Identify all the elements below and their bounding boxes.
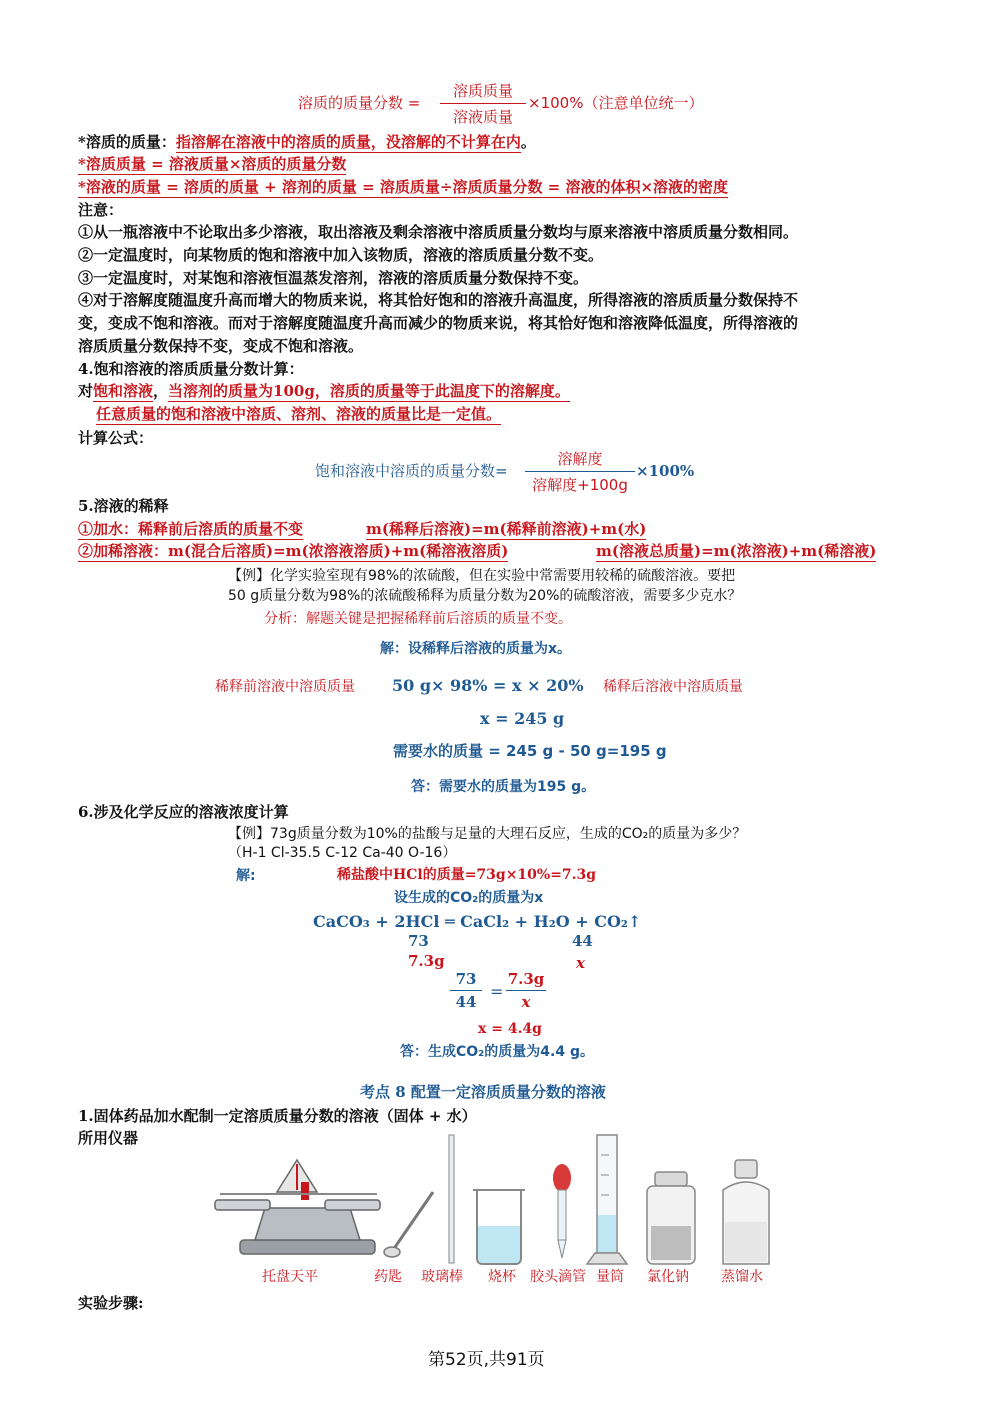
section-4-title: 4.饱和溶液的溶质质量分数计算： xyxy=(78,360,304,378)
point-1: ①从一瓶溶液中不论取出多少溶液，取出溶液及剩余溶液中溶质质量分数均与原来溶液中溶质质量分数相同。 xyxy=(78,223,799,241)
x-result: x = 4.4g xyxy=(478,1021,542,1037)
example-2-answer: 答：生成CO₂的质量为4.4 g。 xyxy=(400,1044,595,1060)
given-x: x xyxy=(576,954,585,972)
note-1-label: *溶质的质量： xyxy=(78,133,176,151)
s4-pre: 对 xyxy=(78,382,94,400)
formula1-rhs: ×100%（注意单位统一） xyxy=(528,94,704,112)
sat-formula-lhs: 饱和溶液中溶质的质量分数= xyxy=(315,462,508,480)
label-spoon: 药匙 xyxy=(374,1269,402,1285)
sat-formula-fraction xyxy=(525,448,635,495)
ratio-den-2: x xyxy=(521,993,531,1011)
formula1-den: 溶液质量 xyxy=(452,108,513,126)
spoon-icon xyxy=(384,1192,433,1257)
ratio-num-1: 73 xyxy=(455,970,477,988)
example-1-line-1: 【例】化学实验室现有98%的浓硫酸，但在实验中常需要用较稀的硫酸溶液。要把 xyxy=(228,568,736,584)
dilution-way-2b: m(溶液总质量)=m(浓溶液)+m(稀溶液) xyxy=(596,542,877,560)
point-4a: ④对于溶解度随温度升高而增大的物质来说，将其恰好饱和的溶液升高温度，所得溶液的溶质质量分数保持不 xyxy=(78,291,799,309)
s4-sep: ， xyxy=(153,382,169,400)
note-1-end: 。 xyxy=(520,133,536,151)
ratio-right xyxy=(506,970,546,1011)
point-4b: 变，变成不饱和溶液。而对于溶解度随温度升高而减少的物质来说，将其恰好饱和溶液降低温度，所得溶液的 xyxy=(78,314,799,332)
label-dropper: 胶头滴管 xyxy=(530,1269,586,1285)
instruments-label: 所用仪器 xyxy=(78,1129,139,1147)
section-5-title: 5.溶液的稀释 xyxy=(78,497,169,515)
section-4-line-2: 任意质量的饱和溶液中溶质、溶剂、溶液的质量比是一定值。 xyxy=(96,405,502,423)
molar-73: 73 xyxy=(408,932,429,950)
formula1-lhs: 溶质的质量分数 = xyxy=(298,94,421,112)
label-glass-rod: 玻璃棒 xyxy=(421,1269,463,1285)
section-6-title: 6.涉及化学反应的溶液浓度计算 xyxy=(78,803,289,821)
note-1-text: 指溶解在溶液中的溶质的质量，没溶解的不计算在内 xyxy=(175,133,521,151)
lab-instruments-illustration xyxy=(205,1130,785,1270)
example-2-line-1: 【例】73g质量分数为10%的盐酸与足量的大理石反应，生成的CO₂的质量为多少？ xyxy=(228,826,747,842)
hcl-mass: 稀盐酸中HCl的质量=73g×10%=7.3g xyxy=(337,867,597,883)
molar-44: 44 xyxy=(572,932,593,950)
label-beaker: 烧杯 xyxy=(488,1269,516,1285)
section-7-title: 1.固体药品加水配制一定溶质质量分数的溶液（固体 + 水） xyxy=(78,1107,477,1125)
label-cylinder: 量筒 xyxy=(596,1269,624,1285)
label-after: 稀释后溶液中溶质质量 xyxy=(603,679,743,695)
set-co2: 设生成的CO₂的质量为x xyxy=(394,890,544,906)
s4-rule: 当溶剂的质量为100g，溶质的质量等于此温度下的溶解度。 xyxy=(168,382,570,400)
sat-formula-den: 溶解度+100g xyxy=(532,476,628,494)
label-balance: 托盘天平 xyxy=(262,1269,318,1285)
ratio-num-2: 7.3g xyxy=(507,970,545,988)
example-1-line-2: 50 g质量分数为98%的浓硫酸稀释为质量分数为20%的硫酸溶液，需要多少克水？ xyxy=(228,588,742,604)
point-2: ②一定温度时，向某物质的饱和溶液中加入该物质，溶液的溶质质量分数不变。 xyxy=(78,246,604,264)
dilution-way-1a: ①加水：稀释前后溶质的质量不变 xyxy=(78,520,304,538)
note-2: *溶质质量 = 溶液质量×溶质的质量分数 xyxy=(78,155,347,173)
dilution-way-2a: ②加稀溶液：m(混合后溶质)=m(浓溶液溶质)+m(稀溶液溶质) xyxy=(78,542,509,560)
label-nacl: 氯化钠 xyxy=(647,1269,689,1285)
balance-icon xyxy=(215,1160,380,1254)
section-4-line-1 xyxy=(78,381,570,401)
water-mass: 需要水的质量 = 245 g - 50 g=195 g xyxy=(393,742,667,760)
topic-8-heading: 考点 8 配置一定溶质质量分数的溶液 xyxy=(360,1083,606,1101)
x-value: x = 245 g xyxy=(480,709,565,728)
label-water: 蒸馏水 xyxy=(721,1269,763,1285)
formula1-num: 溶质质量 xyxy=(452,82,513,100)
jie-label: 解: xyxy=(236,868,256,884)
example-1-analysis: 分析：解题关键是把握稀释前后溶质的质量不变。 xyxy=(264,611,572,627)
given-7-3g: 7.3g xyxy=(408,952,445,970)
example-2-line-2: （H-1 Cl-35.5 C-12 Ca-40 O-16） xyxy=(228,845,457,861)
point-4c: 溶质质量分数保持不变，变成不饱和溶液。 xyxy=(78,337,364,355)
label-before: 稀释前溶液中溶质质量 xyxy=(215,679,355,695)
dropper-icon xyxy=(553,1164,571,1258)
dilution-equation: 50 g× 98% = x × 20% xyxy=(392,676,584,695)
page-footer: 第52页,共91页 xyxy=(428,1350,545,1370)
glass-rod-icon xyxy=(449,1135,454,1263)
dilution-way-1b: m(稀释后溶液)=m(稀释前溶液)+m(水) xyxy=(366,520,647,538)
note-1 xyxy=(78,132,536,152)
note-3: *溶液的质量 = 溶质的质量 + 溶剂的质量 = 溶质质量÷溶质质量分数 = 溶液的体积×溶液的密度 xyxy=(78,178,729,196)
s4-saturated: 饱和溶液 xyxy=(93,382,154,400)
example-1-answer: 答：需要水的质量为195 g。 xyxy=(411,779,596,795)
calc-formula-label: 计算公式： xyxy=(78,429,154,447)
point-3: ③一定温度时，对某饱和溶液恒温蒸发溶剂，溶液的溶质质量分数保持不变。 xyxy=(78,269,589,287)
distilled-water-bottle-icon xyxy=(723,1160,769,1264)
ratio-equals: = xyxy=(490,982,504,1001)
ratio-left xyxy=(450,970,482,1011)
attention-heading: 注意： xyxy=(78,201,124,219)
measuring-cylinder-icon xyxy=(587,1135,627,1264)
sat-formula-num: 溶解度 xyxy=(557,450,603,468)
sodium-chloride-jar-icon xyxy=(647,1172,695,1264)
sat-formula-rhs: ×100% xyxy=(636,462,695,480)
example-1-solution: 解：设稀释后溶液的质量为x。 xyxy=(380,641,572,657)
ratio-den-1: 44 xyxy=(455,993,477,1011)
reaction-equation: CaCO₃ + 2HCl ═ CaCl₂ + H₂O + CO₂↑ xyxy=(313,912,642,931)
beaker-icon xyxy=(473,1190,525,1264)
formula1-fraction xyxy=(440,80,526,127)
steps-label: 实验步骤: xyxy=(78,1294,144,1312)
